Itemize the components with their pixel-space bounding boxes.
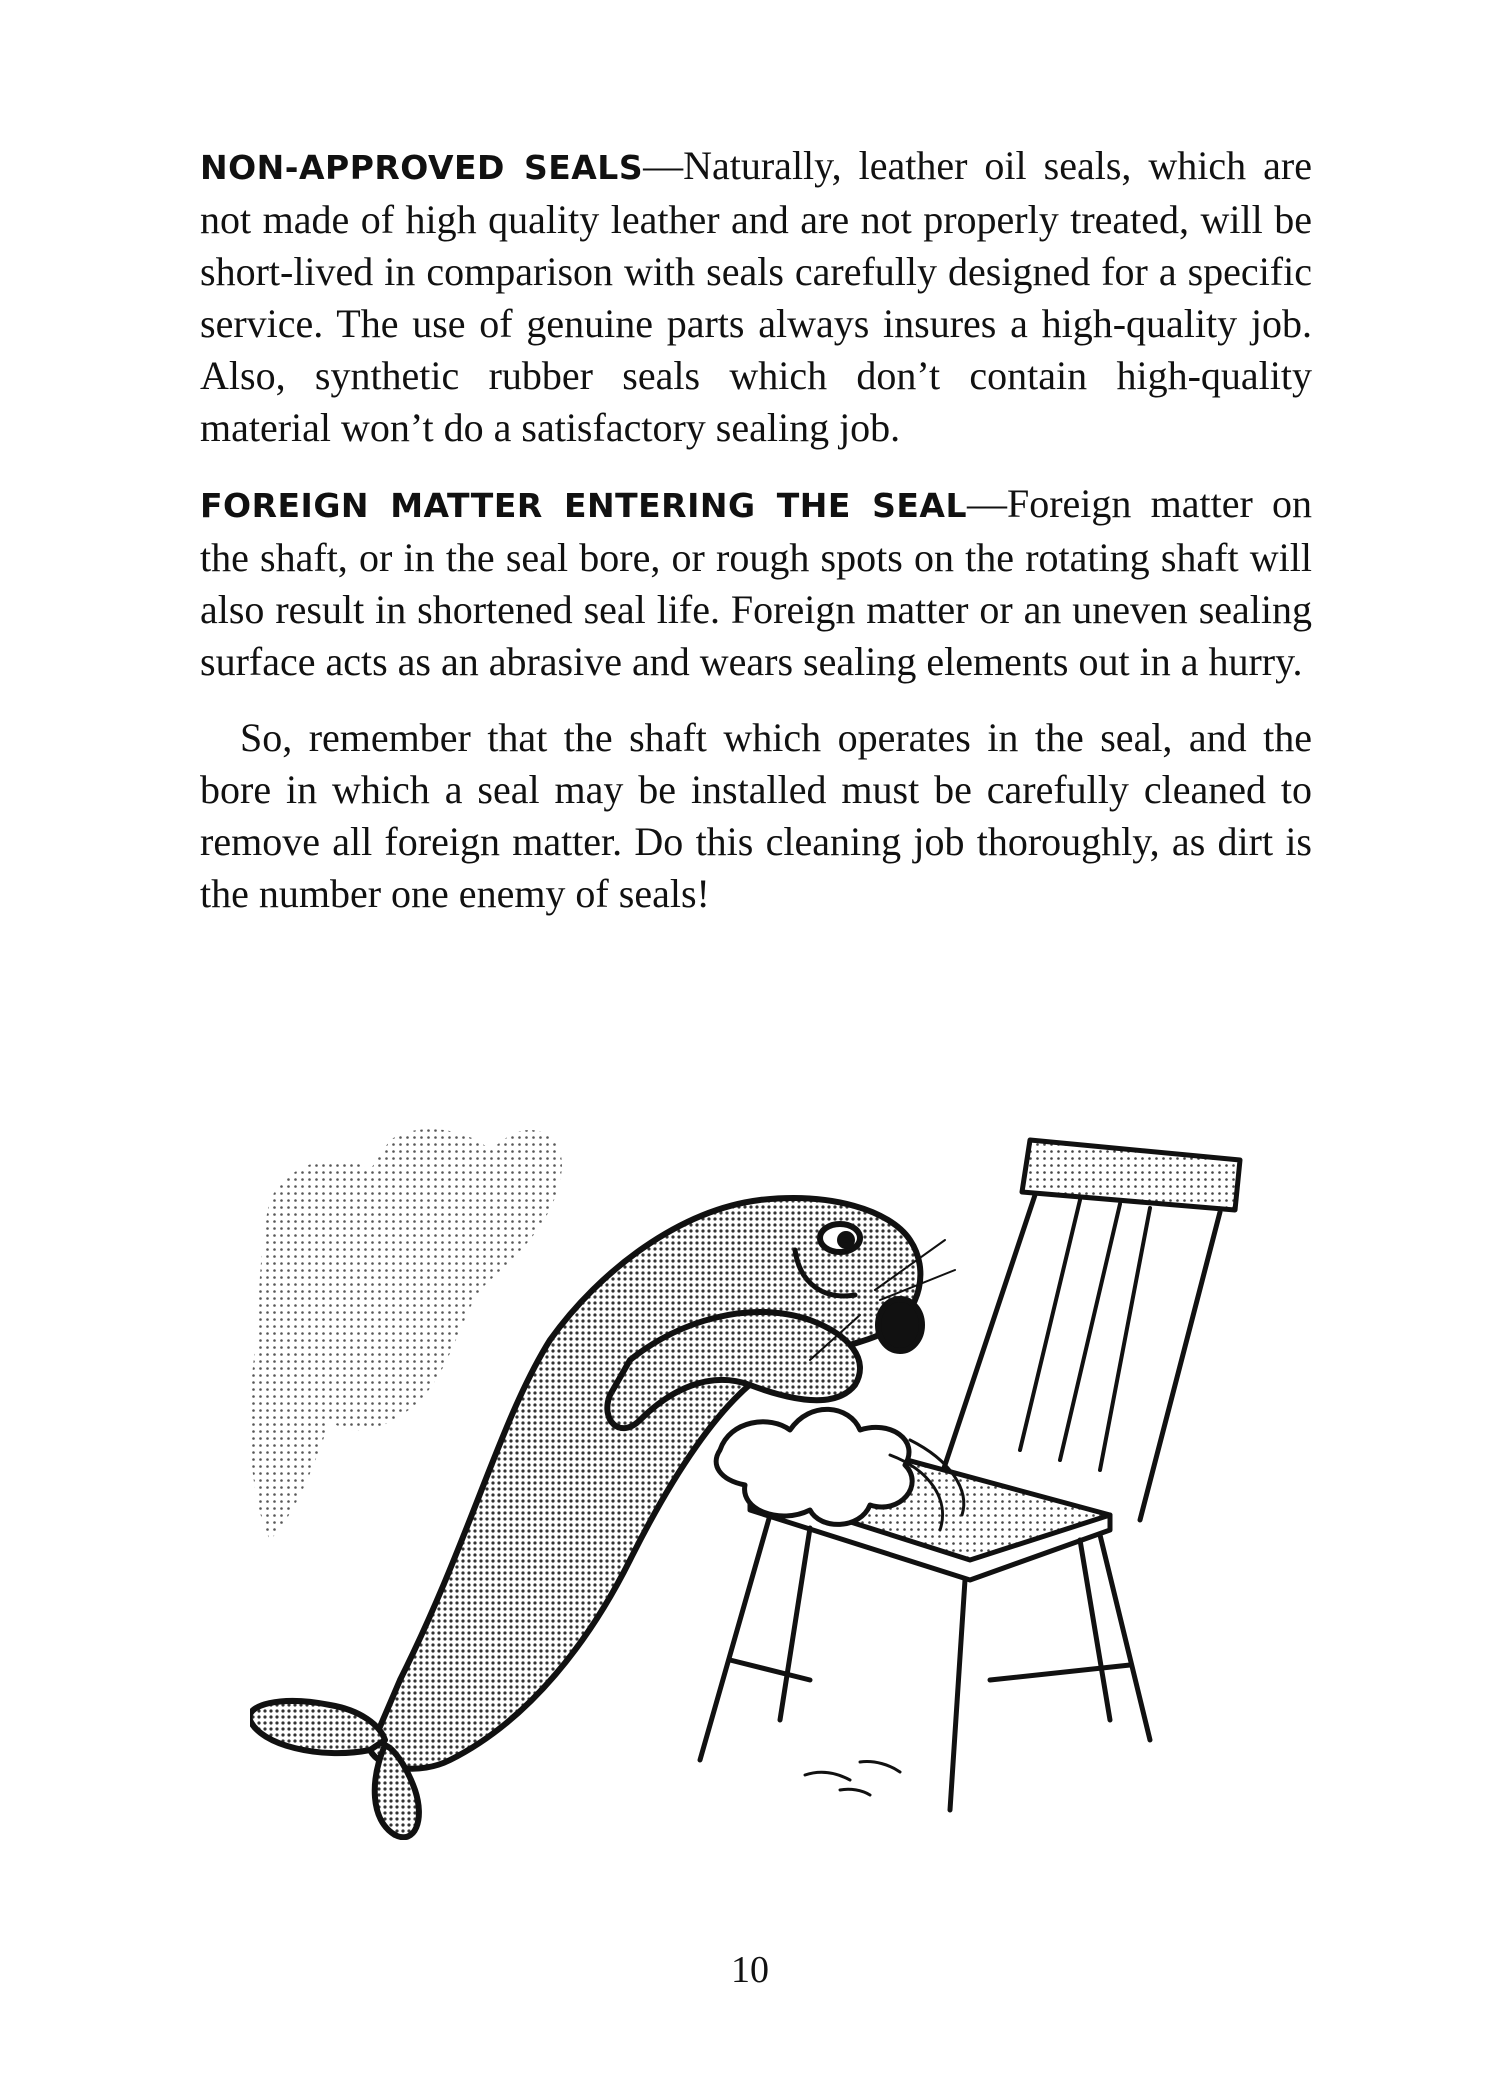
paragraph-body: Foreign matter on the shaft, or in the seal bore, or rough spots on the rotating shaft will also result in shortened seal life. Foreign matter or an uneven sealing surface acts as an abrasive and wears sealing elements out in a hurry. (200, 481, 1312, 684)
heading-dash: — (966, 481, 1007, 526)
page-number: 10 (731, 1949, 769, 1991)
paragraph-body: Naturally, leather oil seals, which are not made of high quality leather and are not properly treated, will be short-lived in comparison with seals carefully designed for a specific service. The use of genuine parts always insures a high-quality job. Also, synthetic rubber seals which don’t contain high-quality material won’t do a satisfactory sealing job. (200, 143, 1313, 450)
heading-dash: — (643, 143, 684, 188)
section-heading: NON-APPROVED SEALS (200, 148, 644, 187)
paragraph-non-approved-seals (200, 140, 1312, 454)
cleaning-cloth (716, 1409, 912, 1524)
paragraph-body: So, remember that the shaft which operates in the seal, and the bore in which a seal may be installed must be carefully cleaned to remove all foreign matter. Do this cleaning job thoroughly, as dirt is the number one enemy of seals! (200, 715, 1312, 916)
seal-cleaning-chair-illustration (250, 1120, 1290, 1840)
body-text (200, 140, 1312, 944)
paragraph-foreign-matter (200, 478, 1312, 688)
paragraph-conclusion (200, 712, 1312, 920)
section-heading: FOREIGN MATTER ENTERING THE SEAL (200, 486, 967, 525)
